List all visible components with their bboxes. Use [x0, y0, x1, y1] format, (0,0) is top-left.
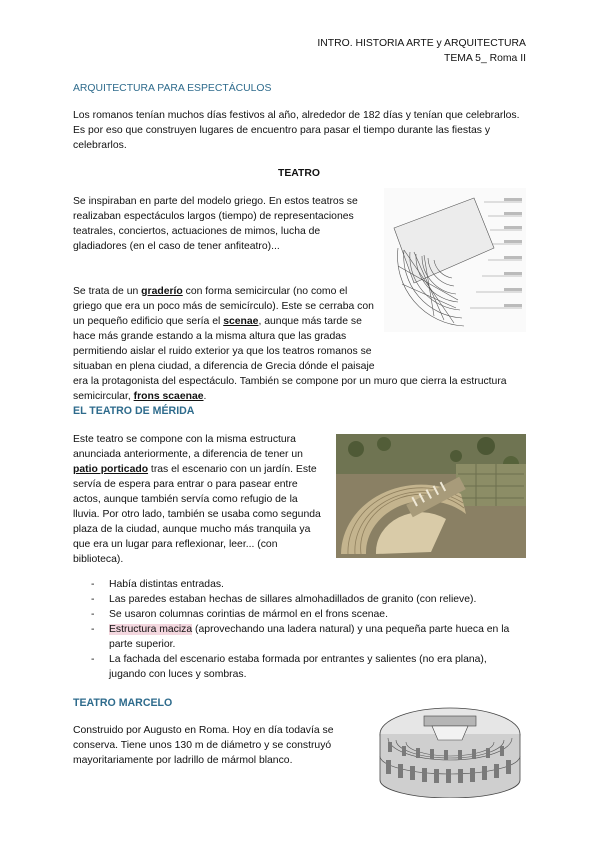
theatre-plan-illustration	[384, 188, 526, 332]
merida-features-list	[73, 577, 525, 682]
list-item-text: La fachada del escenario estaba formada por entrantes y salientes (no era plana), jugando con luces y sombras.	[109, 654, 487, 680]
document-header	[317, 36, 526, 66]
teatro-paragraph-1: Se inspiraban en parte del modelo griego. En estos teatros se realizaban espectáculos largos (tiempo) de representaciones teatrales, conciertos, actuaciones de mimos, lucha de gladiadores (en el caso de tener anfiteatro)...	[73, 196, 358, 252]
text-run: Este teatro se compone con la misma estructura anunciada anteriormente, a diferencia de tener un	[73, 434, 303, 460]
text-run: Se trata de un	[73, 286, 142, 297]
section-title: ARQUITECTURA PARA ESPECTÁCULOS	[73, 83, 272, 94]
list-item	[73, 607, 525, 622]
list-item	[73, 652, 525, 682]
text-run: .	[203, 391, 207, 402]
marcelo-paragraph: Construido por Augusto en Roma. Hoy en día todavía se conserva. Tiene unos 130 m de diámetro y se construyó mayoritariamente por ladrillo de mármol blanco.	[73, 725, 334, 766]
list-dash: -	[91, 624, 95, 635]
term-graderio: graderío	[141, 286, 183, 297]
list-dash: -	[91, 594, 95, 605]
merida-aerial-photo	[336, 434, 526, 558]
term-patio-porticado: patio porticado	[73, 464, 149, 475]
marcelo-heading: TEATRO MARCELO	[73, 697, 173, 709]
list-item	[73, 577, 525, 592]
highlighted-term: Estructura maciza	[109, 624, 193, 635]
merida-paragraph	[73, 432, 327, 567]
list-item	[73, 622, 525, 652]
text-run: , aunque más tarde se hace más grande estando a la misma altura que las gradas permitiendo aislar el ruido exterior ya que los teatros romanos se situaban en plena ciudad, a diferencia de Grecia dónde el paisaje era la protagonista del espectáculo. También se compone por un muro que cierra la estructura semicircular,	[73, 316, 507, 402]
list-item-text: Las paredes estaban hechas de sillares almohadillados de granito (con relieve).	[109, 594, 477, 605]
term-scenae: scenae	[223, 316, 259, 327]
teatro-marcelo-illustration	[372, 694, 526, 798]
text-run: tras el escenario con un jardín. Este servía de espera para entrar o para pasear entre actos, aunque también servía como refugio de la lluvia. Por otro lado, también se usaba como segunda plaza de la ciudad, aunque mucho más tranquila ya que era un lugar para reflexionar, leer... (con biblioteca).	[73, 464, 321, 565]
list-item-text: (aprovechando una ladera natural) y una pequeña parte hueca en la parte superior.	[109, 624, 510, 650]
merida-heading: EL TEATRO DE MÉRIDA	[73, 405, 195, 417]
intro-paragraph: Los romanos tenían muchos días festivos al año, alrededor de 182 días y tenían que celebrarlos. Es por eso que construyen lugares de encuentro para pasar el tiempo durante las fiestas y celebrarlos.	[73, 110, 520, 151]
header-course: INTRO. HISTORIA ARTE y ARQUITECTURA	[317, 38, 526, 49]
list-item	[73, 592, 525, 607]
list-item-text: Había distintas entradas.	[109, 579, 224, 590]
list-dash: -	[91, 579, 95, 590]
list-dash: -	[91, 654, 95, 665]
text-run: con forma semicircular (no como el griego que era un poco más de semicírculo). Este se cerraba con un pequeño edificio que sería el	[73, 286, 374, 327]
teatro-heading: TEATRO	[278, 168, 320, 179]
list-dash: -	[91, 609, 95, 620]
list-item-text: Se usaron columnas corintias de mármol en el frons scenae.	[109, 609, 388, 620]
header-topic: TEMA 5_ Roma II	[444, 53, 526, 64]
term-frons-scaenae: frons scaenae	[133, 391, 204, 402]
